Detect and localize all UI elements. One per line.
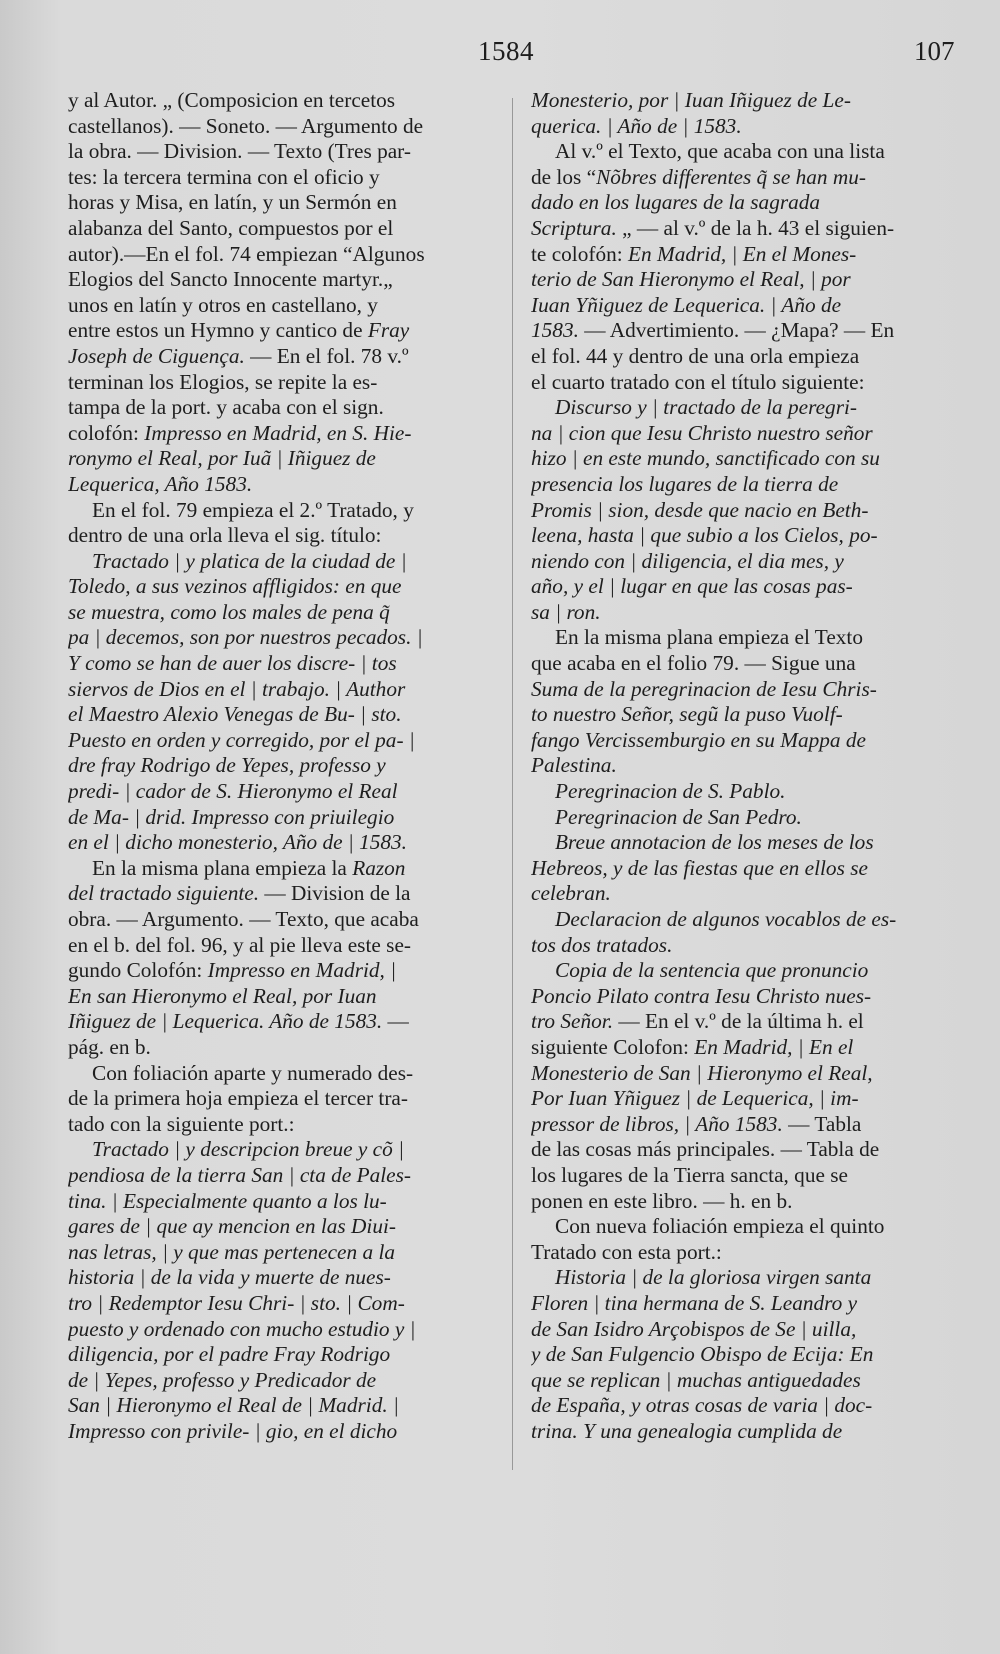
text-line bbox=[531, 779, 961, 805]
italic-text: Razon bbox=[352, 855, 406, 880]
italic-text: Poncio Pilato contra Iesu Christo nues- bbox=[531, 983, 872, 1008]
italic-text: Impresso con privile- | gio, en el dicho bbox=[68, 1418, 398, 1443]
italic-text: gares de | que ay mencion en las Diui- bbox=[68, 1214, 396, 1239]
italic-text: Discurso y | tractado de la peregri- bbox=[555, 395, 857, 420]
text-line bbox=[531, 1086, 961, 1112]
italic-text: En Madrid, | En el bbox=[694, 1034, 854, 1059]
italic-text: el Maestro Alexio Venegas de Bu- | sto. bbox=[68, 702, 402, 727]
roman-text: terminan los Elogios, se repite la es- bbox=[68, 369, 378, 394]
text-line bbox=[68, 1240, 500, 1266]
roman-text: — En el fol. 78 v.º bbox=[244, 343, 409, 368]
text-line bbox=[531, 395, 961, 421]
text-line bbox=[531, 1393, 961, 1419]
text-line bbox=[68, 753, 500, 779]
text-line bbox=[531, 421, 961, 447]
text-line bbox=[531, 1112, 961, 1138]
roman-text: obra. — Argumento. — Texto, que acaba bbox=[68, 907, 419, 931]
text-line bbox=[531, 933, 961, 959]
italic-text: terio de San Hieronymo el Real, | por bbox=[531, 267, 851, 292]
italic-text: pressor de libros, | Año 1583. bbox=[531, 1111, 783, 1136]
text-line bbox=[68, 1189, 500, 1215]
roman-text: — Tabla bbox=[782, 1111, 862, 1136]
roman-text: de las cosas más principales. — Tabla de bbox=[531, 1137, 880, 1162]
text-line bbox=[531, 344, 961, 370]
text-line bbox=[531, 830, 961, 856]
text-line bbox=[531, 574, 961, 600]
text-line bbox=[531, 370, 961, 396]
text-line bbox=[68, 344, 500, 370]
text-line bbox=[68, 190, 500, 216]
italic-text: diligencia, por el padre Fray Rodrigo bbox=[68, 1342, 391, 1367]
italic-text: puesto y ordenado con mucho estudio y | bbox=[68, 1316, 416, 1341]
roman-text: — bbox=[382, 1009, 409, 1034]
text-line bbox=[68, 1112, 500, 1138]
italic-text: tos dos tratados. bbox=[531, 932, 673, 957]
roman-text: Con nueva foliación empieza el quinto bbox=[555, 1214, 885, 1239]
roman-text: de la primera hoja empieza el tercer tra- bbox=[68, 1086, 408, 1111]
text-line bbox=[68, 677, 500, 703]
roman-text: — Advertimiento. — ¿Mapa? — En bbox=[578, 318, 895, 343]
text-line bbox=[68, 114, 500, 140]
italic-text: dre fray Rodrigo de Yepes, professo y bbox=[68, 753, 386, 778]
roman-text: alabanza del Santo, compuestos por el bbox=[68, 215, 394, 240]
text-line bbox=[68, 1086, 500, 1112]
roman-text: En la misma plana empieza la bbox=[92, 855, 353, 880]
text-line bbox=[531, 856, 961, 882]
italic-text: Nõbres differentes q̃ se han mu- bbox=[596, 164, 866, 189]
italic-text: querica. | Año de | 1583. bbox=[531, 113, 742, 138]
roman-text: gundo Colofón: bbox=[68, 958, 208, 983]
column-divider bbox=[512, 98, 513, 1470]
italic-text: pa | decemos, son por nuestros pecados. | bbox=[68, 625, 423, 650]
text-line bbox=[68, 446, 500, 472]
text-line bbox=[531, 446, 961, 472]
text-line bbox=[68, 625, 500, 651]
text-line bbox=[68, 216, 500, 242]
text-line bbox=[531, 1214, 961, 1240]
text-line bbox=[531, 958, 961, 984]
text-line bbox=[68, 984, 500, 1010]
italic-text: Por Iuan Yñiguez | de Lequerica, | im- bbox=[531, 1086, 859, 1111]
italic-text: del tractado siguiente. bbox=[68, 881, 260, 906]
italic-text: En Madrid, | En el Mones- bbox=[628, 241, 857, 266]
page-year: 1584 bbox=[478, 36, 534, 66]
roman-text: Con foliación aparte y numerado des- bbox=[92, 1060, 414, 1085]
text-line bbox=[531, 498, 961, 524]
italic-text: Historia | de la gloriosa virgen santa bbox=[555, 1265, 872, 1290]
italic-text: Puesto en orden y corregido, por el pa- | bbox=[68, 727, 415, 752]
italic-text: Copia de la sentencia que pronuncio bbox=[555, 958, 869, 983]
italic-text: tina. | Especialmente quanto a los lu- bbox=[68, 1188, 387, 1213]
text-line bbox=[68, 1419, 500, 1445]
text-line bbox=[68, 1342, 500, 1368]
roman-text: tampa de la port. y acaba con el sign. bbox=[68, 395, 384, 420]
text-line bbox=[531, 523, 961, 549]
roman-text: autor).—En el fol. 74 empiezan “Algunos bbox=[68, 241, 425, 266]
text-line bbox=[68, 651, 500, 677]
text-line bbox=[531, 165, 961, 191]
text-line bbox=[531, 677, 961, 703]
text-line bbox=[531, 907, 961, 933]
text-line bbox=[531, 1240, 961, 1266]
italic-text: de Ma- | drid. Impresso con priuilegio bbox=[68, 804, 395, 829]
italic-text: Hebreos, y de las fiestas que en ellos se bbox=[531, 855, 868, 880]
right-column bbox=[531, 88, 961, 1444]
text-line bbox=[68, 421, 500, 447]
italic-text: de San Isidro Arçobispos de Se | uilla, bbox=[531, 1316, 857, 1341]
text-line bbox=[68, 242, 500, 268]
text-line bbox=[531, 293, 961, 319]
text-line bbox=[68, 498, 500, 524]
italic-text: Impresso en Madrid, en S. Hie- bbox=[144, 420, 412, 445]
roman-text: ponen en este libro. — h. en b. bbox=[531, 1188, 793, 1213]
roman-text: colofón: bbox=[68, 420, 145, 445]
italic-text: en el | dicho monesterio, Año de | 1583. bbox=[68, 830, 407, 855]
text-line bbox=[531, 139, 961, 165]
italic-text: Y como se han de auer los discre- | tos bbox=[68, 651, 397, 676]
text-line bbox=[531, 1368, 961, 1394]
italic-text: 1583. bbox=[531, 318, 579, 343]
text-line bbox=[531, 242, 961, 268]
text-line bbox=[68, 293, 500, 319]
text-line bbox=[68, 1061, 500, 1087]
text-line bbox=[68, 574, 500, 600]
roman-text: te colofón: bbox=[531, 241, 628, 266]
text-line bbox=[68, 1035, 500, 1061]
roman-text: tes: la tercera termina con el oficio y bbox=[68, 164, 380, 189]
italic-text: año, y el | lugar en que las cosas pas- bbox=[531, 574, 853, 599]
text-line bbox=[531, 625, 961, 651]
text-line bbox=[531, 114, 961, 140]
italic-text: presencia los lugares de la tierra de bbox=[531, 471, 839, 496]
italic-text: de | Yepes, professo y Predicador de bbox=[68, 1367, 377, 1392]
italic-text: Monesterio, por | Iuan Iñiguez de Le- bbox=[531, 88, 851, 112]
italic-text: predi- | cador de S. Hieronymo el Real bbox=[68, 779, 398, 804]
text-line bbox=[68, 779, 500, 805]
roman-text: En el fol. 79 empieza el 2.º Tratado, y bbox=[92, 497, 414, 522]
italic-text: niendo con | diligencia, el dia mes, y bbox=[531, 548, 844, 573]
roman-text: horas y Misa, en latín, y un Sermón en bbox=[68, 190, 397, 215]
text-line bbox=[68, 165, 500, 191]
roman-text: que acaba en el folio 79. — Sigue una bbox=[531, 651, 856, 676]
roman-text: „ — al v.º de la h. 43 el siguien- bbox=[616, 215, 895, 240]
italic-text: que se replican | muchas antiguedades bbox=[531, 1367, 861, 1392]
text-line bbox=[531, 984, 961, 1010]
text-line bbox=[531, 805, 961, 831]
text-line bbox=[531, 1163, 961, 1189]
text-line bbox=[68, 1009, 500, 1035]
italic-text: fango Vercissemburgio en su Mappa de bbox=[531, 727, 866, 752]
text-line bbox=[68, 1214, 500, 1240]
italic-text: Toledo, a sus vezinos affligidos: en que bbox=[68, 574, 402, 599]
italic-text: tro | Redemptor Iesu Chri- | sto. | Com- bbox=[68, 1290, 405, 1315]
italic-text: Joseph de Ciguença. bbox=[68, 343, 245, 368]
text-line bbox=[68, 881, 500, 907]
text-line bbox=[531, 1265, 961, 1291]
roman-text: unos en latín y otros en castellano, y bbox=[68, 292, 378, 317]
text-line bbox=[531, 1137, 961, 1163]
text-line bbox=[531, 88, 961, 114]
italic-text: Palestina. bbox=[531, 753, 617, 778]
italic-text: y de San Fulgencio Obispo de Ecija: En bbox=[531, 1342, 874, 1367]
text-line bbox=[531, 651, 961, 677]
italic-text: se muestra, como los males de pena q̃ bbox=[68, 599, 390, 624]
italic-text: Scriptura. bbox=[531, 215, 617, 240]
italic-text: Monesterio de San | Hieronymo el Real, bbox=[531, 1060, 873, 1085]
italic-text: historia | de la vida y muerte de nues- bbox=[68, 1265, 391, 1290]
text-line bbox=[68, 472, 500, 498]
italic-text: Promis | sion, desde que nacio en Beth- bbox=[531, 497, 869, 522]
italic-text: sa | ron. bbox=[531, 599, 601, 624]
text-line bbox=[531, 728, 961, 754]
text-line bbox=[68, 523, 500, 549]
roman-text: castellanos). — Soneto. — Argumento de bbox=[68, 113, 424, 138]
text-line bbox=[531, 318, 961, 344]
text-line bbox=[68, 1265, 500, 1291]
text-line bbox=[68, 856, 500, 882]
italic-text: hizo | en este mundo, sanctificado con su bbox=[531, 446, 880, 471]
italic-text: siervos de Dios en el | trabajo. | Author bbox=[68, 676, 406, 701]
text-line bbox=[68, 1393, 500, 1419]
text-line bbox=[531, 702, 961, 728]
italic-text: Iuan Yñiguez de Lequerica. | Año de bbox=[531, 292, 842, 317]
italic-text: nas letras, | y que mas pertenecen a la bbox=[68, 1239, 396, 1264]
text-line bbox=[68, 267, 500, 293]
italic-text: Peregrinacion de S. Pablo. bbox=[555, 779, 786, 804]
text-line bbox=[68, 370, 500, 396]
italic-text: trina. Y una genealogia cumplida de bbox=[531, 1418, 843, 1443]
text-line bbox=[68, 395, 500, 421]
text-line bbox=[68, 600, 500, 626]
page-number: 107 bbox=[914, 36, 955, 66]
roman-text: y al Autor. „ (Composicion en tercetos bbox=[68, 88, 396, 112]
text-line bbox=[68, 1317, 500, 1343]
italic-text: to nuestro Señor, segũ la puso Vuolf- bbox=[531, 702, 843, 727]
text-line bbox=[68, 958, 500, 984]
text-line bbox=[68, 549, 500, 575]
text-line bbox=[531, 1189, 961, 1215]
italic-text: Fray bbox=[367, 318, 410, 343]
italic-text: San | Hieronymo el Real de | Madrid. | bbox=[68, 1393, 399, 1418]
text-line bbox=[531, 267, 961, 293]
roman-text: el fol. 44 y dentro de una orla empieza bbox=[531, 343, 860, 368]
text-line bbox=[531, 549, 961, 575]
text-line bbox=[68, 1137, 500, 1163]
roman-text: Tratado con esta port.: bbox=[531, 1239, 722, 1264]
text-line bbox=[68, 318, 500, 344]
italic-text: leena, hasta | que subio a los Cielos, po- bbox=[531, 523, 878, 548]
italic-text: En san Hieronymo el Real, por Iuan bbox=[68, 983, 377, 1008]
text-line bbox=[68, 1163, 500, 1189]
italic-text: Tractado | y descripcion breue y cõ | bbox=[92, 1137, 404, 1162]
roman-text: — En el v.º de la última h. el bbox=[613, 1009, 864, 1034]
roman-text: dentro de una orla lleva el sig. título: bbox=[68, 523, 382, 548]
roman-text: los lugares de la Tierra sancta, que se bbox=[531, 1162, 848, 1187]
text-line bbox=[531, 216, 961, 242]
roman-text: tado con la siguiente port.: bbox=[68, 1111, 295, 1136]
text-line bbox=[531, 753, 961, 779]
italic-text: tro Señor. bbox=[531, 1009, 614, 1034]
text-line bbox=[531, 600, 961, 626]
italic-text: Declaracion de algunos vocablos de es- bbox=[555, 907, 897, 931]
text-line bbox=[68, 1291, 500, 1317]
text-line bbox=[531, 1035, 961, 1061]
text-line bbox=[68, 88, 500, 114]
text-line bbox=[68, 805, 500, 831]
italic-text: dado en los lugares de la sagrada bbox=[531, 190, 821, 215]
roman-text: de los “ bbox=[531, 164, 597, 189]
text-line bbox=[531, 881, 961, 907]
italic-text: Floren | tina hermana de S. Leandro y bbox=[531, 1290, 858, 1315]
text-line bbox=[531, 472, 961, 498]
italic-text: na | cion que Iesu Christo nuestro señor bbox=[531, 420, 873, 445]
roman-text: la obra. — Division. — Texto (Tres par- bbox=[68, 139, 411, 164]
text-line bbox=[68, 1368, 500, 1394]
roman-text: Elogios del Sancto Innocente martyr.„ bbox=[68, 267, 393, 292]
roman-text: — Division de la bbox=[259, 881, 411, 906]
text-line bbox=[531, 190, 961, 216]
text-line bbox=[68, 139, 500, 165]
text-line bbox=[68, 728, 500, 754]
roman-text: siguiente Colofon: bbox=[531, 1034, 695, 1059]
italic-text: Iñiguez de | Lequerica. Año de 1583. bbox=[68, 1009, 383, 1034]
text-line bbox=[531, 1009, 961, 1035]
text-line bbox=[531, 1061, 961, 1087]
text-line bbox=[68, 933, 500, 959]
roman-text: pág. en b. bbox=[68, 1034, 151, 1059]
italic-text: Peregrinacion de San Pedro. bbox=[555, 804, 802, 829]
roman-text: en el b. del fol. 96, y al pie lleva este se- bbox=[68, 932, 411, 957]
italic-text: de España, y otras cosas de varia | doc- bbox=[531, 1393, 873, 1418]
italic-text: Suma de la peregrinacion de Iesu Chris- bbox=[531, 676, 877, 701]
text-line bbox=[68, 702, 500, 728]
italic-text: celebran. bbox=[531, 881, 611, 906]
text-line bbox=[531, 1317, 961, 1343]
italic-text: pendiosa de la tierra San | cta de Pales- bbox=[68, 1162, 411, 1187]
text-line bbox=[531, 1419, 961, 1445]
italic-text: Tractado | y platica de la ciudad de | bbox=[92, 548, 407, 573]
italic-text: Impresso en Madrid, | bbox=[207, 958, 397, 983]
roman-text: el cuarto tratado con el título siguiente: bbox=[531, 369, 865, 394]
text-line bbox=[531, 1291, 961, 1317]
roman-text: Al v.º el Texto, que acaba con una lista bbox=[555, 139, 885, 164]
roman-text: entre estos un Hymno y cantico de bbox=[68, 318, 368, 343]
italic-text: ronymo el Real, por Iuã | Iñiguez de bbox=[68, 446, 376, 471]
text-line bbox=[68, 907, 500, 933]
italic-text: Lequerica, Año 1583. bbox=[68, 471, 253, 496]
text-line bbox=[68, 830, 500, 856]
roman-text: En la misma plana empieza el Texto bbox=[555, 625, 863, 650]
left-column bbox=[68, 88, 500, 1444]
text-line bbox=[531, 1342, 961, 1368]
italic-text: Breue annotacion de los meses de los bbox=[555, 830, 874, 855]
